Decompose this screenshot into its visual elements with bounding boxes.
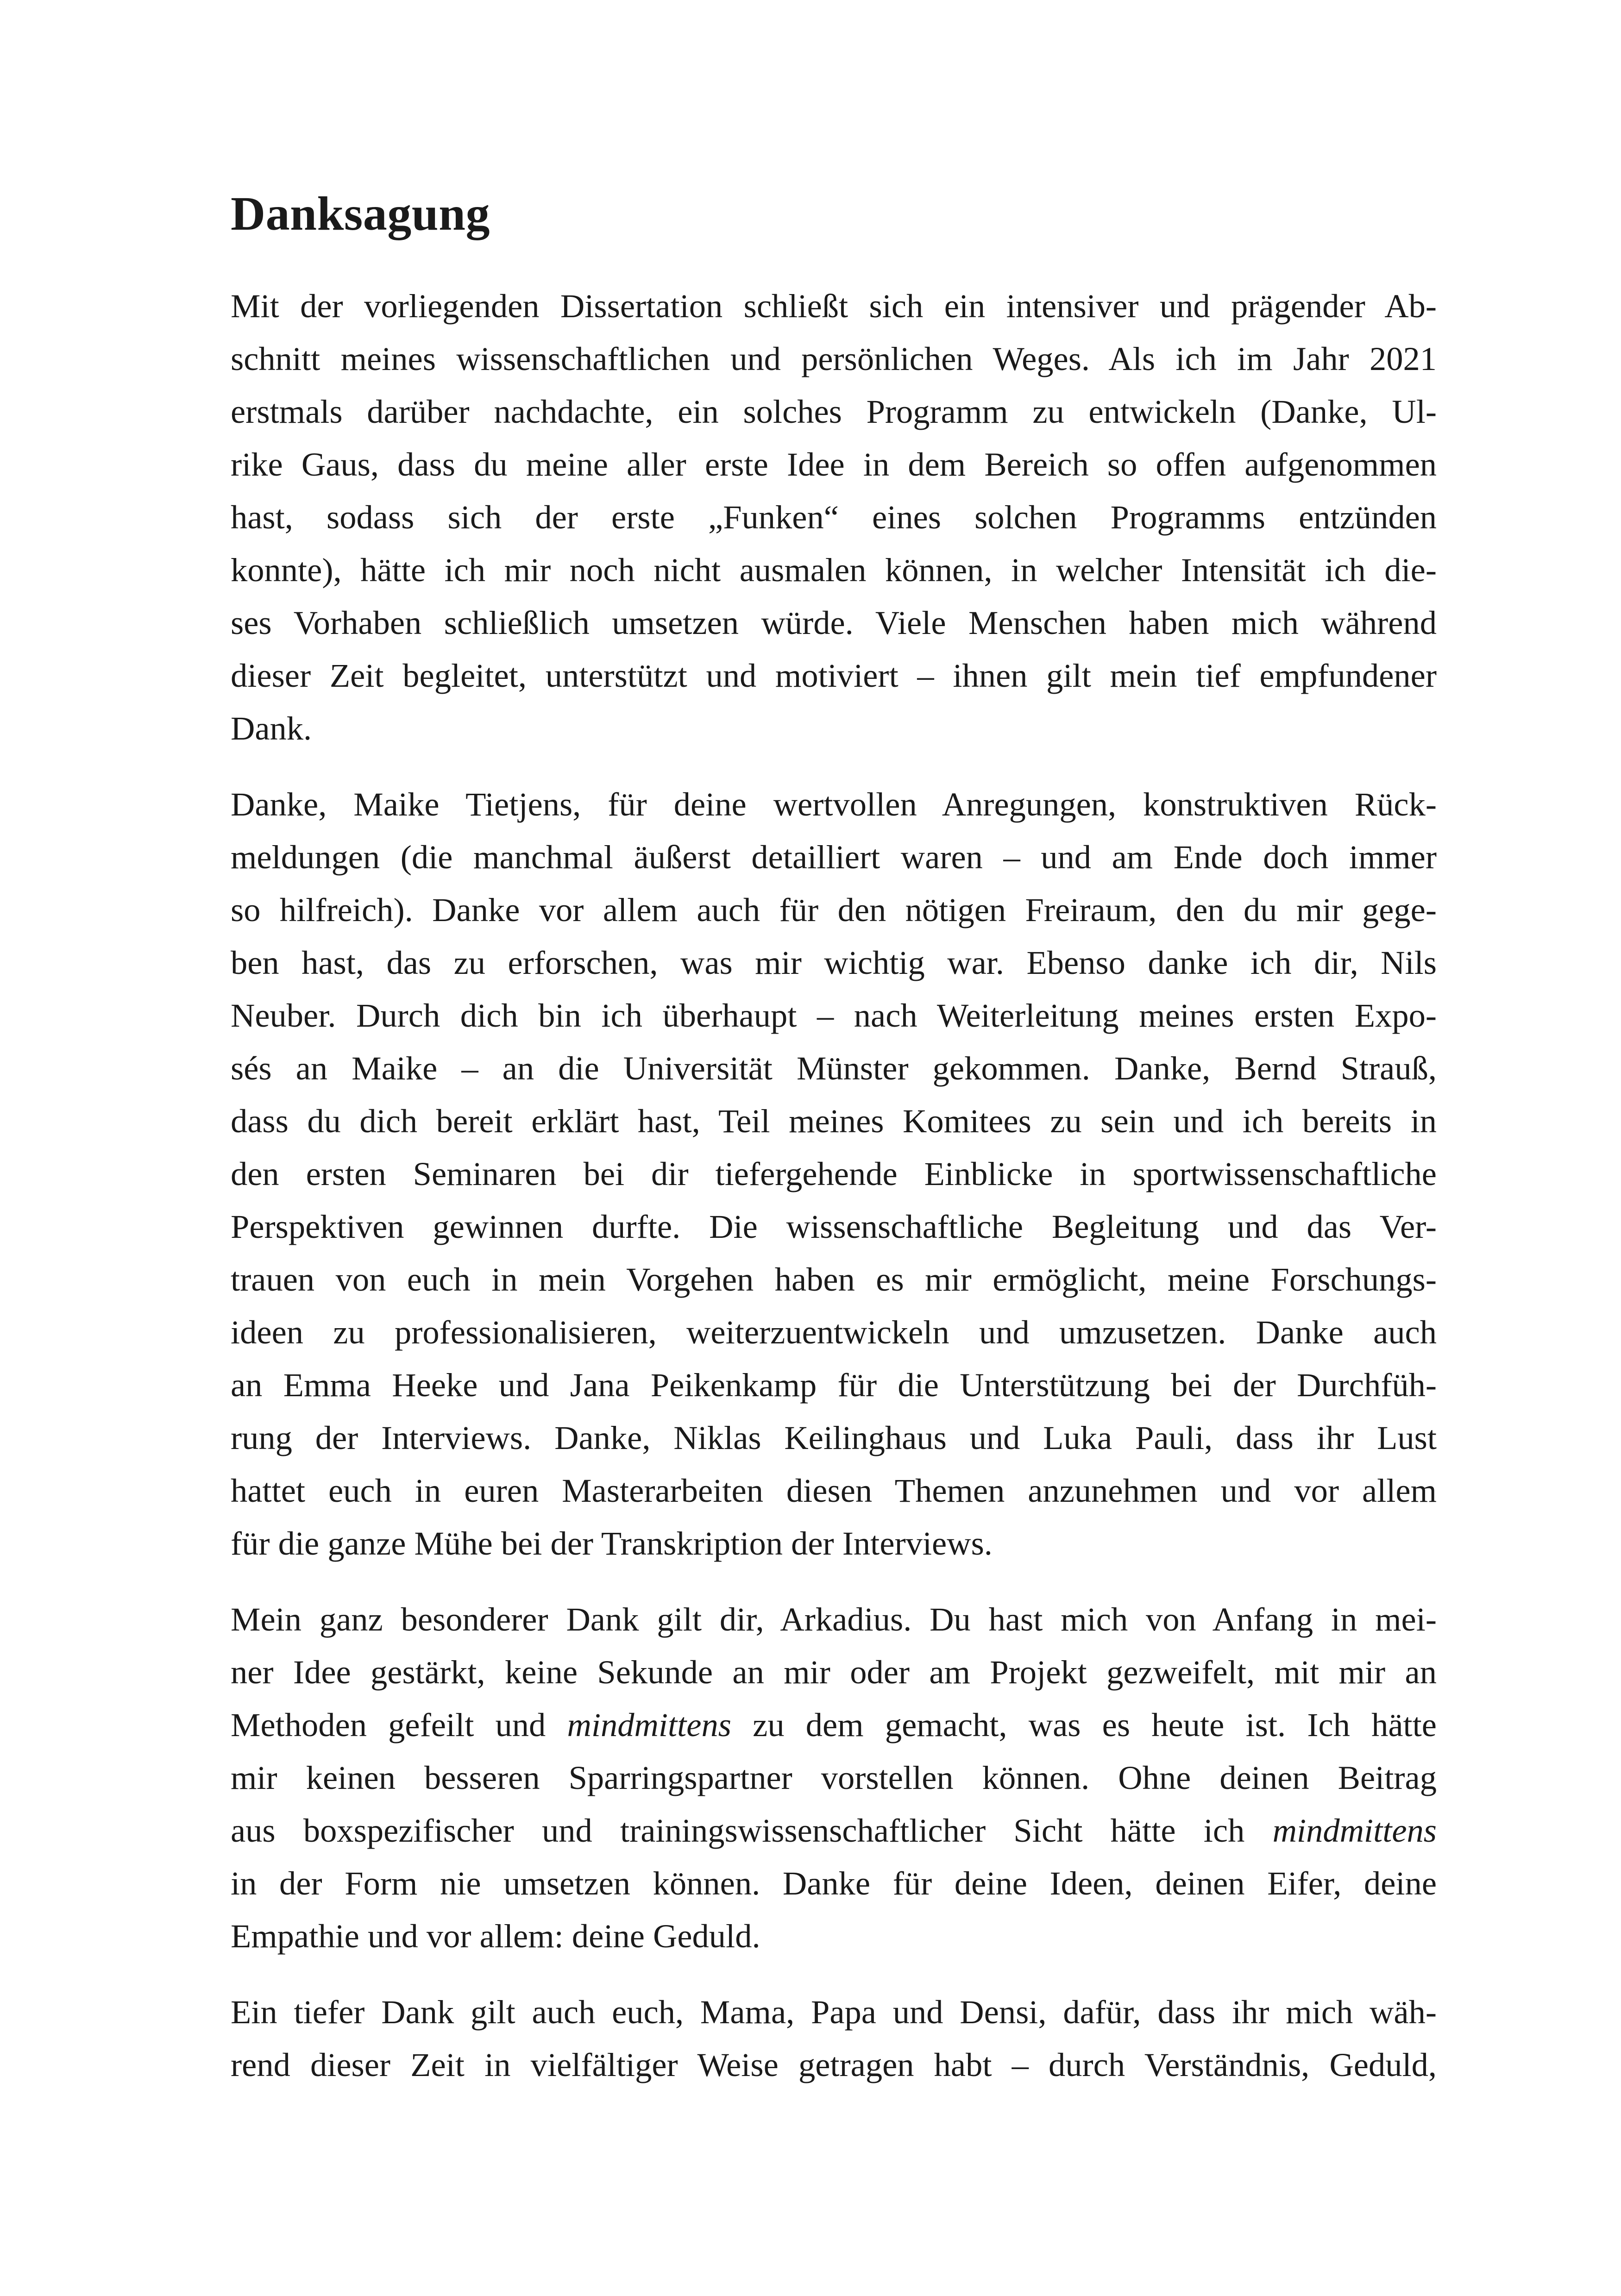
text-line: trauen von euch in mein Vorgehen haben es mir ermöglicht, meine Forschungs-: [231, 1261, 1437, 1298]
text-line: so hilfreich). Danke vor allem auch für den nötigen Freiraum, den du mir gege-: [231, 891, 1437, 928]
paragraph: [231, 280, 1437, 755]
paragraph: [231, 1593, 1437, 1963]
program-name: mindmittens: [567, 1706, 731, 1744]
text-line: rend dieser Zeit in vielfältiger Weise getragen habt – durch Verständnis, Geduld,: [231, 2046, 1437, 2083]
text-line: ses Vorhaben schließlich umsetzen würde. Viele Menschen haben mich während: [231, 604, 1437, 641]
text-line: Mit der vorliegenden Dissertation schließt sich ein intensiver und prägender Ab-: [231, 287, 1437, 325]
text-line: [231, 1699, 1437, 1751]
text-line: ner Idee gestärkt, keine Sekunde an mir oder am Projekt gezweifelt, mit mir an: [231, 1653, 1437, 1691]
text-line: konnte), hätte ich mir noch nicht ausmalen können, in welcher Intensität ich die-: [231, 551, 1437, 589]
text-line: an Emma Heeke und Jana Peikenkamp für die Unterstützung bei der Durchfüh-: [231, 1366, 1437, 1404]
text-segment: zu dem gemacht, was es heute ist. Ich hätte: [731, 1706, 1437, 1744]
text-segment: aus boxspezifischer und trainingswissenschaftlicher Sicht hätte ich: [231, 1812, 1273, 1849]
text-line: hattet euch in euren Masterarbeiten diesen Themen anzunehmen und vor allem: [231, 1472, 1437, 1509]
body-text: [231, 280, 1437, 2091]
text-line: dieser Zeit begleitet, unterstützt und motiviert – ihnen gilt mein tief empfundener: [231, 657, 1437, 694]
text-line: Danke, Maike Tietjens, für deine wertvollen Anregungen, konstruktiven Rück-: [231, 785, 1437, 823]
text-line: Neuber. Durch dich bin ich überhaupt – nach Weiterleitung meines ersten Expo-: [231, 997, 1437, 1034]
text-line: ideen zu professionalisieren, weiterzuentwickeln und umzusetzen. Danke auch: [231, 1313, 1437, 1351]
paragraph: [231, 778, 1437, 1570]
text-line: ben hast, das zu erforschen, was mir wichtig war. Ebenso danke ich dir, Nils: [231, 944, 1437, 981]
text-line: Dank.: [231, 709, 312, 747]
text-line: Perspektiven gewinnen durfte. Die wissenschaftliche Begleitung und das Ver-: [231, 1208, 1437, 1245]
text-line: Empathie und vor allem: deine Geduld.: [231, 1917, 760, 1955]
text-line: in der Form nie umsetzen können. Danke für deine Ideen, deinen Eifer, deine: [231, 1864, 1437, 1902]
text-line: schnitt meines wissenschaftlichen und persönlichen Weges. Als ich im Jahr 2021: [231, 340, 1437, 377]
program-name: mindmittens: [1272, 1812, 1437, 1849]
text-line: rung der Interviews. Danke, Niklas Keilinghaus und Luka Pauli, dass ihr Lust: [231, 1419, 1437, 1456]
page-content: [231, 186, 1437, 2114]
page-title: Danksagung: [231, 187, 490, 240]
paragraph: [231, 1986, 1437, 2091]
text-line: hast, sodass sich der erste „Funken“ eines solchen Programms entzünden: [231, 498, 1437, 536]
text-line: mir keinen besseren Sparringspartner vorstellen können. Ohne deinen Beitrag: [231, 1759, 1437, 1796]
text-line: Mein ganz besonderer Dank gilt dir, Arkadius. Du hast mich von Anfang in mei-: [231, 1600, 1437, 1638]
text-line: erstmals darüber nachdachte, ein solches Programm zu entwickeln (Danke, Ul-: [231, 393, 1437, 430]
text-line: meldungen (die manchmal äußerst detailliert waren – und am Ende doch immer: [231, 838, 1437, 876]
text-line: [231, 1804, 1437, 1857]
text-line: den ersten Seminaren bei dir tiefergehende Einblicke in sportwissenschaftliche: [231, 1155, 1437, 1192]
text-line: Ein tiefer Dank gilt auch euch, Mama, Papa und Densi, dafür, dass ihr mich wäh-: [231, 1993, 1437, 2031]
text-segment: Methoden gefeilt und: [231, 1706, 567, 1744]
text-line: für die ganze Mühe bei der Transkription der Interviews.: [231, 1524, 993, 1562]
text-line: sés an Maike – an die Universität Münster gekommen. Danke, Bernd Strauß,: [231, 1049, 1437, 1087]
text-line: rike Gaus, dass du meine aller erste Idee in dem Bereich so offen aufgenommen: [231, 445, 1437, 483]
text-line: dass du dich bereit erklärt hast, Teil meines Komitees zu sein und ich bereits in: [231, 1102, 1437, 1140]
